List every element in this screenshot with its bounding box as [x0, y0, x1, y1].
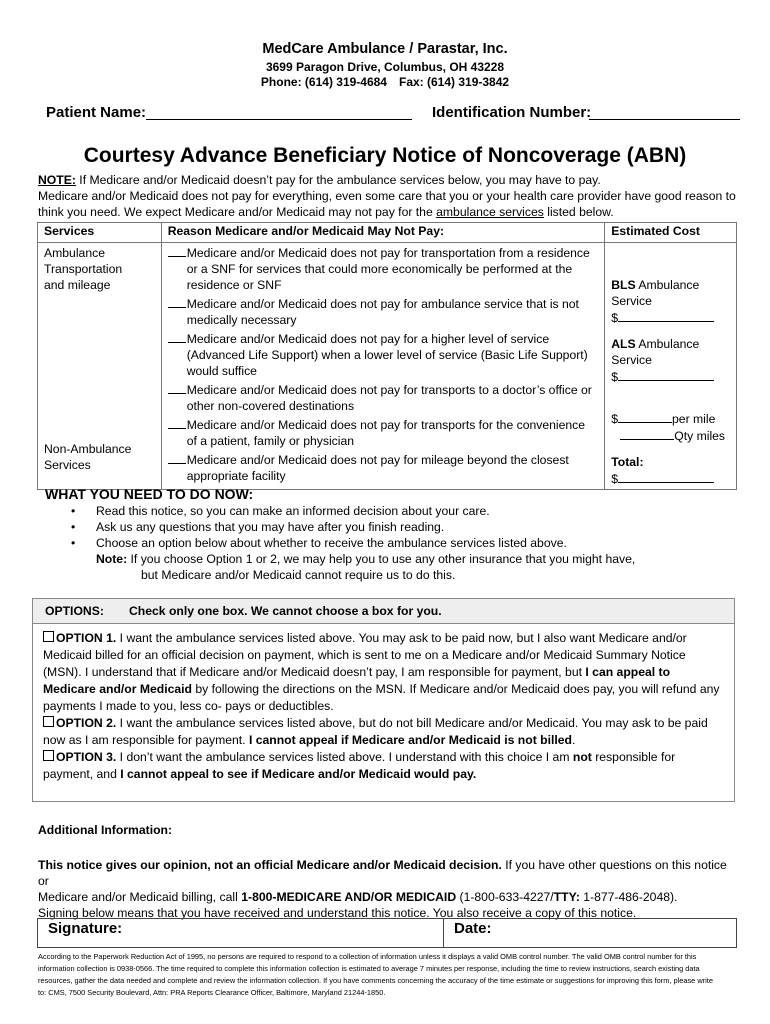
final-tty: TTY:: [553, 890, 580, 904]
company-fax: Fax: (614) 319-3842: [398, 75, 510, 89]
reason-checkbox-blank[interactable]: [168, 463, 186, 464]
total-label: Total:: [611, 455, 644, 469]
reason-item[interactable]: [168, 382, 599, 414]
service-nonambulance-l2: Services: [44, 458, 91, 472]
reason-text: Medicare and/or Medicaid does not pay for a higher level of service (Advanced Life Support) when a lower level of service (Basic Life Support) would suffice: [186, 332, 588, 378]
company-name: MedCare Ambulance / Parastar, Inc.: [262, 41, 508, 57]
reason-checkbox-blank[interactable]: [168, 428, 186, 429]
options-panel: [32, 598, 735, 802]
company-address: 3699 Paragon Drive, Columbus, OH 43228: [265, 60, 505, 74]
als-cost: [611, 336, 714, 385]
todo-heading: WHAT YOU NEED TO DO NOW:: [45, 486, 254, 502]
signature-field[interactable]: [38, 919, 444, 947]
total-cost-field[interactable]: [618, 470, 714, 483]
services-header: Services: [38, 223, 162, 243]
final-line2-end: 1-877-486-2048).: [579, 890, 678, 904]
qty-miles-label: Qty miles: [674, 429, 726, 443]
list-item: • Read this notice, so you can make an informed decision about your care.: [67, 503, 717, 519]
list-item: • Choose an option below about whether to receive the ambulance services listed above.: [67, 535, 717, 551]
note-label: NOTE:: [38, 173, 76, 187]
cost-cell: [605, 243, 737, 490]
options-instruction: Check only one box. We cannot choose a box for you.: [129, 604, 442, 618]
cost-header: Estimated Cost: [605, 223, 737, 243]
bls-ambulance: Ambulance: [635, 278, 700, 292]
reason-text: Medicare and/or Medicaid does not pay for transports to a doctor’s office or other non-covered destinations: [186, 383, 592, 413]
option-1: [43, 630, 724, 715]
services-table: [37, 222, 737, 490]
mileage-currency: $: [611, 412, 619, 426]
date-field[interactable]: [444, 919, 736, 947]
company-contact: [0, 75, 770, 90]
option-1-text: I want the ambulance services listed above. You may ask to be paid now, but I also want Medicare and/or Medicaid billed for an official decision on payment, which is sent to me on a Medicare and/or Medicaid Summary Notice (MSN). I understand that if Medicare and/or Medicaid doesn’t pay, I am responsible for payment, but: [43, 631, 687, 679]
option-3: [43, 749, 724, 783]
bls-currency: $: [611, 311, 619, 325]
identification-number-field[interactable]: [589, 119, 740, 120]
option-3-bold-not: not: [572, 750, 592, 764]
qty-miles-field[interactable]: [620, 427, 674, 440]
per-mile-field[interactable]: [618, 410, 672, 423]
total-cost: [611, 454, 714, 487]
patient-name-field[interactable]: [146, 119, 412, 120]
todo-note: [96, 551, 717, 567]
option-1-bold: I can appeal to Medicare and/or Medicaid: [43, 665, 671, 696]
signature-label: Signature:: [48, 920, 123, 937]
reason-checkbox-blank[interactable]: [168, 393, 186, 394]
note-underlined: ambulance services: [436, 205, 544, 219]
service-ambulance-l1: Ambulance: [44, 246, 105, 260]
option-3-label: OPTION 3.: [56, 750, 117, 764]
reason-checkbox-blank[interactable]: [168, 342, 186, 343]
als-currency: $: [611, 370, 619, 384]
pra-disclaimer: According to the Paperwork Reduction Act of 1995, no persons are required to respond to a collection of information unless it displays a valid OMB control number. The valid OMB control number for this information collection is 0938-0566. The time required to complete this information collection is estimated to average 7 minutes per response, including the time to review instructions, search existing data resources, gather the data needed and complete and review the information collection. If you have comments concerning the accuracy of the time estimate or suggestions for improving this form, please write to: CMS, 7500 Security Boulevard, Attn: PRA Reports Clearance Officer, Baltimore, Maryland 21244-1850.: [38, 952, 713, 997]
option-1-label: OPTION 1.: [56, 631, 117, 645]
signature-row: [37, 918, 737, 948]
reason-text: Medicare and/or Medicaid does not pay for transportation from a residence or a SNF for services that could more economically be performed at the residence or SNF: [186, 246, 590, 292]
reason-item[interactable]: [168, 245, 599, 293]
services-cell: [38, 243, 162, 490]
reasons-cell: [161, 243, 605, 490]
final-text: If you have other questions on this notice or: [38, 858, 727, 888]
final-notice: [38, 857, 730, 921]
company-phone: Phone: (614) 319-4684: [260, 75, 387, 89]
options-label: OPTIONS:: [45, 604, 104, 618]
reason-checkbox-blank[interactable]: [168, 256, 186, 257]
option-3-text: I don’t want the ambulance services listed above. I understand with this choice I am: [116, 750, 573, 764]
per-mile-label: per mile: [672, 412, 716, 426]
note-paragraph: [38, 172, 738, 220]
page-title: Courtesy Advance Beneficiary Notice of Noncoverage (ABN): [83, 144, 687, 167]
reason-item[interactable]: [168, 452, 599, 484]
table-row: [38, 243, 737, 490]
reason-text: Medicare and/or Medicaid does not pay for transports for the convenience of a patient, family or physician: [186, 418, 586, 448]
option-2: [43, 715, 724, 749]
note-line2: Medicare and/or Medicaid does not pay for everything, even some care that you or your health care provider have good reason to think you need. We expect Medicare and/or Medicaid may not pay for the: [38, 189, 736, 219]
reason-checkbox-blank[interactable]: [168, 307, 186, 308]
additional-info-label: Additional Information:: [38, 823, 173, 837]
final-bold: This notice gives our opinion, not an official Medicare and/or Medicaid decision.: [38, 858, 502, 872]
option-1-tail: by following the directions on the MSN. If Medicare and/or Medicaid does pay, you will refund any payments I made to you, less co- pays or deductibles.: [43, 682, 720, 713]
service-ambulance-l3: and mileage: [44, 278, 111, 292]
identification-number-label: Identification Number:: [432, 104, 592, 121]
company-address-block: [0, 60, 770, 90]
table-header-row: [38, 223, 737, 243]
options-body: [33, 624, 734, 783]
reason-item[interactable]: [168, 331, 599, 379]
option-3-text2: responsible for payment, and: [43, 750, 676, 781]
total-currency: $: [611, 472, 619, 486]
final-phone-bold: 1-800-MEDICARE AND/OR MEDICAID: [241, 890, 457, 904]
final-line2-pre: Medicare and/or Medicaid billing, call: [38, 890, 242, 904]
als-label: ALS: [611, 337, 636, 351]
reason-item[interactable]: [168, 296, 599, 328]
note-tail: listed below.: [543, 205, 614, 219]
option-2-text: I want the ambulance services listed above, but do not bill Medicare and/or Medicaid. You may ask to be paid now as I am responsible for payment.: [43, 716, 708, 747]
service-ambulance-l2: Transportation: [44, 262, 123, 276]
patient-name-label: Patient Name:: [46, 104, 147, 121]
reason-item[interactable]: [168, 417, 599, 449]
bls-label: BLS: [611, 278, 636, 292]
final-line2-mid: (1-800-633-4227/: [456, 890, 554, 904]
option-2-bold: I cannot appeal if Medicare and/or Medicaid is not billed: [248, 733, 572, 747]
options-header: [33, 599, 734, 624]
bls-cost-field[interactable]: [618, 309, 714, 322]
bls-service: Service: [611, 294, 652, 308]
bls-cost: [611, 277, 714, 326]
date-label: Date:: [454, 920, 492, 937]
note-line1: If Medicare and/or Medicaid doesn’t pay for the ambulance services below, you may have to pay.: [75, 173, 601, 187]
reason-text: Medicare and/or Medicaid does not pay for mileage beyond the closest appropriate facility: [186, 453, 569, 483]
final-line3: Signing below means that you have received and understand this notice. You also receive a copy of this notice.: [38, 906, 637, 920]
todo-note-text: If you choose Option 1 or 2, we may help you to use any other insurance that you might have,: [127, 552, 636, 566]
todo-note-cont: but Medicare and/or Medicaid cannot require us to do this.: [141, 568, 456, 582]
service-nonambulance-l1: Non-Ambulance: [44, 442, 132, 456]
als-ambulance: Ambulance: [635, 337, 700, 351]
als-cost-field[interactable]: [618, 368, 714, 381]
list-item: • Ask us any questions that you may have after you finish reading.: [67, 519, 717, 535]
option-2-checkbox[interactable]: [43, 716, 54, 727]
reason-header: Reason Medicare and/or Medicaid May Not Pay:: [161, 223, 605, 243]
option-3-checkbox[interactable]: [43, 750, 54, 761]
option-3-bold: I cannot appeal to see if Medicare and/or Medicaid would pay.: [120, 767, 477, 781]
mileage-cost: [611, 410, 725, 444]
option-1-checkbox[interactable]: [43, 631, 54, 642]
als-service: Service: [611, 353, 652, 367]
service-nonambulance: [44, 441, 131, 473]
todo-list: [67, 503, 717, 583]
option-2-label: OPTION 2.: [56, 716, 117, 730]
reason-text: Medicare and/or Medicaid does not pay for ambulance service that is not medically necessary: [186, 297, 579, 327]
option-2-tail: .: [571, 733, 576, 747]
todo-note-label: Note:: [96, 552, 128, 566]
